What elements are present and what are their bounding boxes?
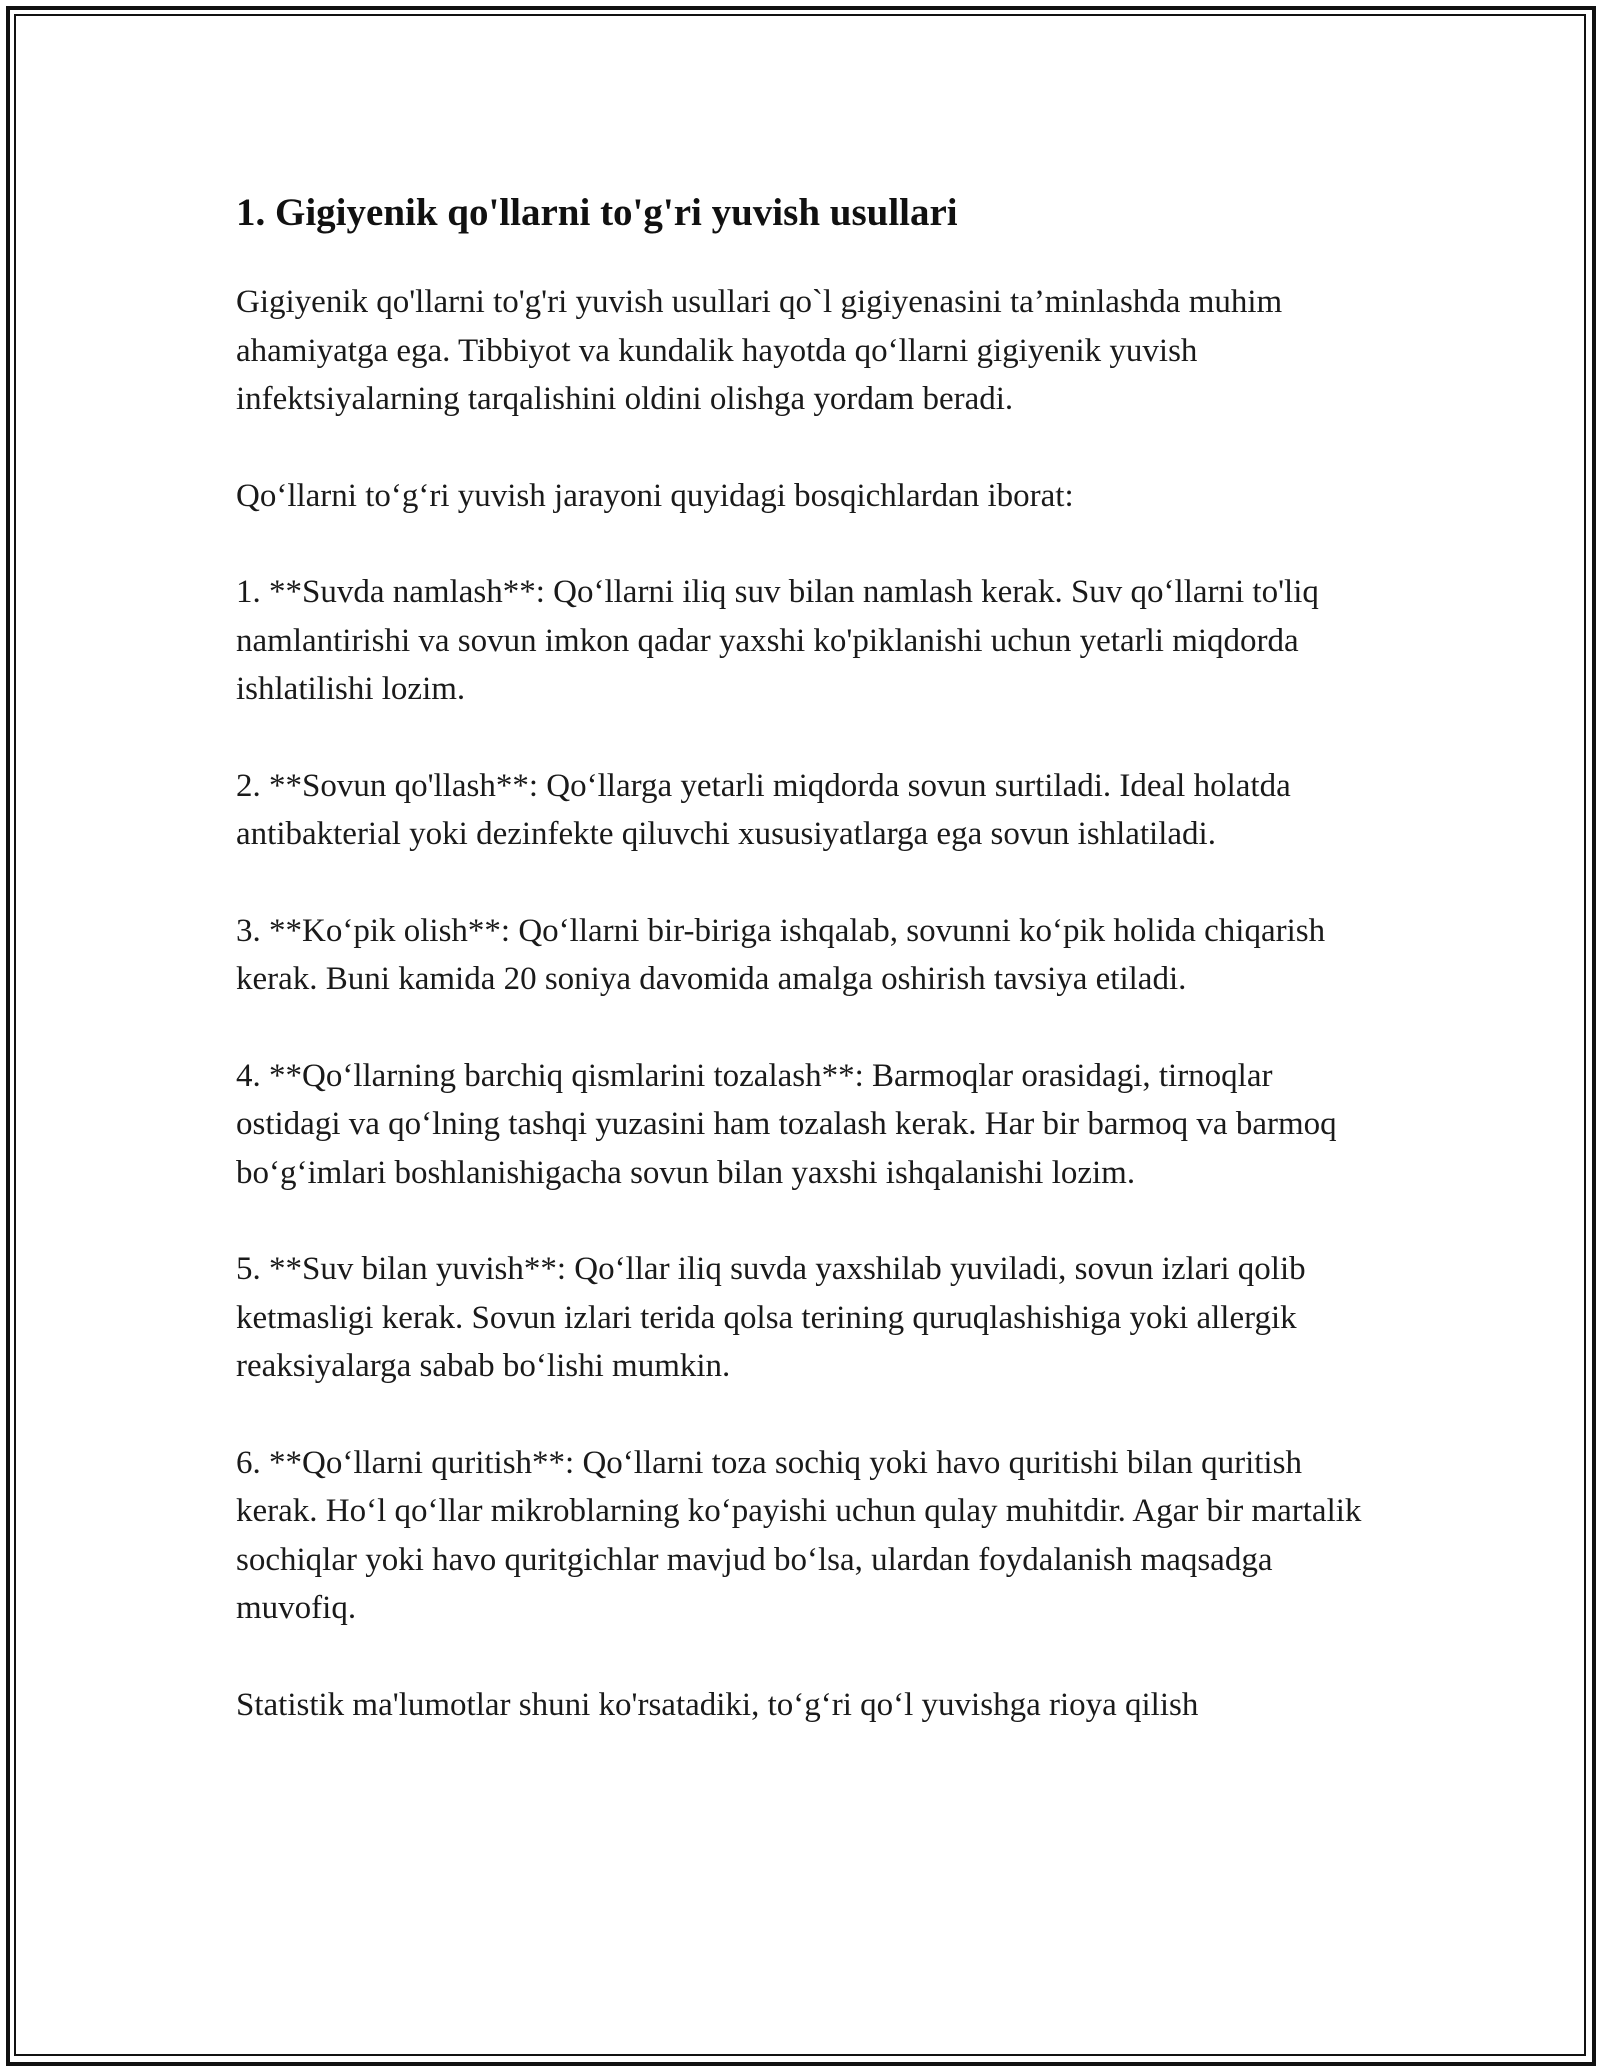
document-body	[236, 186, 1376, 1777]
step-4-paragraph: 4. **Qo‘llarning barchiq qismlarini tozalash**: Barmoqlar orasidagi, tirnoqlar ostidagi va qo‘lning tashqi yuzasini ham tozalash kerak. Har bir barmoq va barmoq bo‘g‘imlari boshlanishigacha sovun bilan yaxshi ishqalanishi lozim.	[236, 1057, 1337, 1191]
step-6-paragraph: 6. **Qo‘llarni quritish**: Qo‘llarni toza sochiq yoki havo quritishi bilan quritish kerak. Ho‘l qo‘llar mikroblarning ko‘payishi uchun qulay muhitdir. Agar bir martalik sochiqlar yoki havo quritgichlar mavjud bo‘lsa, ulardan foydalanish maqsadga muvofiq.	[236, 1444, 1362, 1626]
intro-paragraph: Gigiyenik qo'llarni to'g'ri yuvish usullari qo`l gigiyenasini ta’minlashda muhim ahamiyatga ega. Tibbiyot va kundalik hayotda qo‘llarni gigiyenik yuvish infektsiyalarning tarqalishini oldini olishga yordam beradi.	[236, 284, 1283, 417]
steps-intro-paragraph: Qo‘llarni to‘g‘ri yuvish jarayoni quyidagi bosqichlardan iborat:	[236, 477, 1074, 514]
step-5-paragraph: 5. **Suv bilan yuvish**: Qo‘llar iliq suvda yaxshilab yuviladi, sovun izlari qolib ketmasligi kerak. Sovun izlari terida qolsa terining quruqlashishiga yoki allergik reaksiyalarga sabab bo‘lishi mumkin.	[236, 1251, 1306, 1384]
step-2-paragraph: 2. **Sovun qo'llash**: Qo‘llarga yetarli miqdorda sovun surtiladi. Ideal holatda antibakterial yoki dezinfekte qiluvchi xususiyatlarga ega sovun ishlatiladi.	[236, 767, 1291, 852]
step-3-paragraph: 3. **Ko‘pik olish**: Qo‘llarni bir-biriga ishqalab, sovunni ko‘pik holida chiqarish kerak. Buni kamida 20 soniya davomida amalga oshirish tavsiya etiladi.	[236, 912, 1326, 997]
step-1-paragraph: 1. **Suvda namlash**: Qo‘llarni iliq suv bilan namlash kerak. Suv qo‘llarni to'liq namlantirishi va sovun imkon qadar yaxshi ko'piklanishi uchun yetarli miqdorda ishlatilishi lozim.	[236, 574, 1319, 707]
section-heading: 1. Gigiyenik qo'llarni to'g'ri yuvish usullari	[236, 191, 958, 234]
statistics-paragraph: Statistik ma'lumotlar shuni ko'rsatadiki, to‘g‘ri qo‘l yuvishga rioya qilish	[236, 1686, 1199, 1723]
